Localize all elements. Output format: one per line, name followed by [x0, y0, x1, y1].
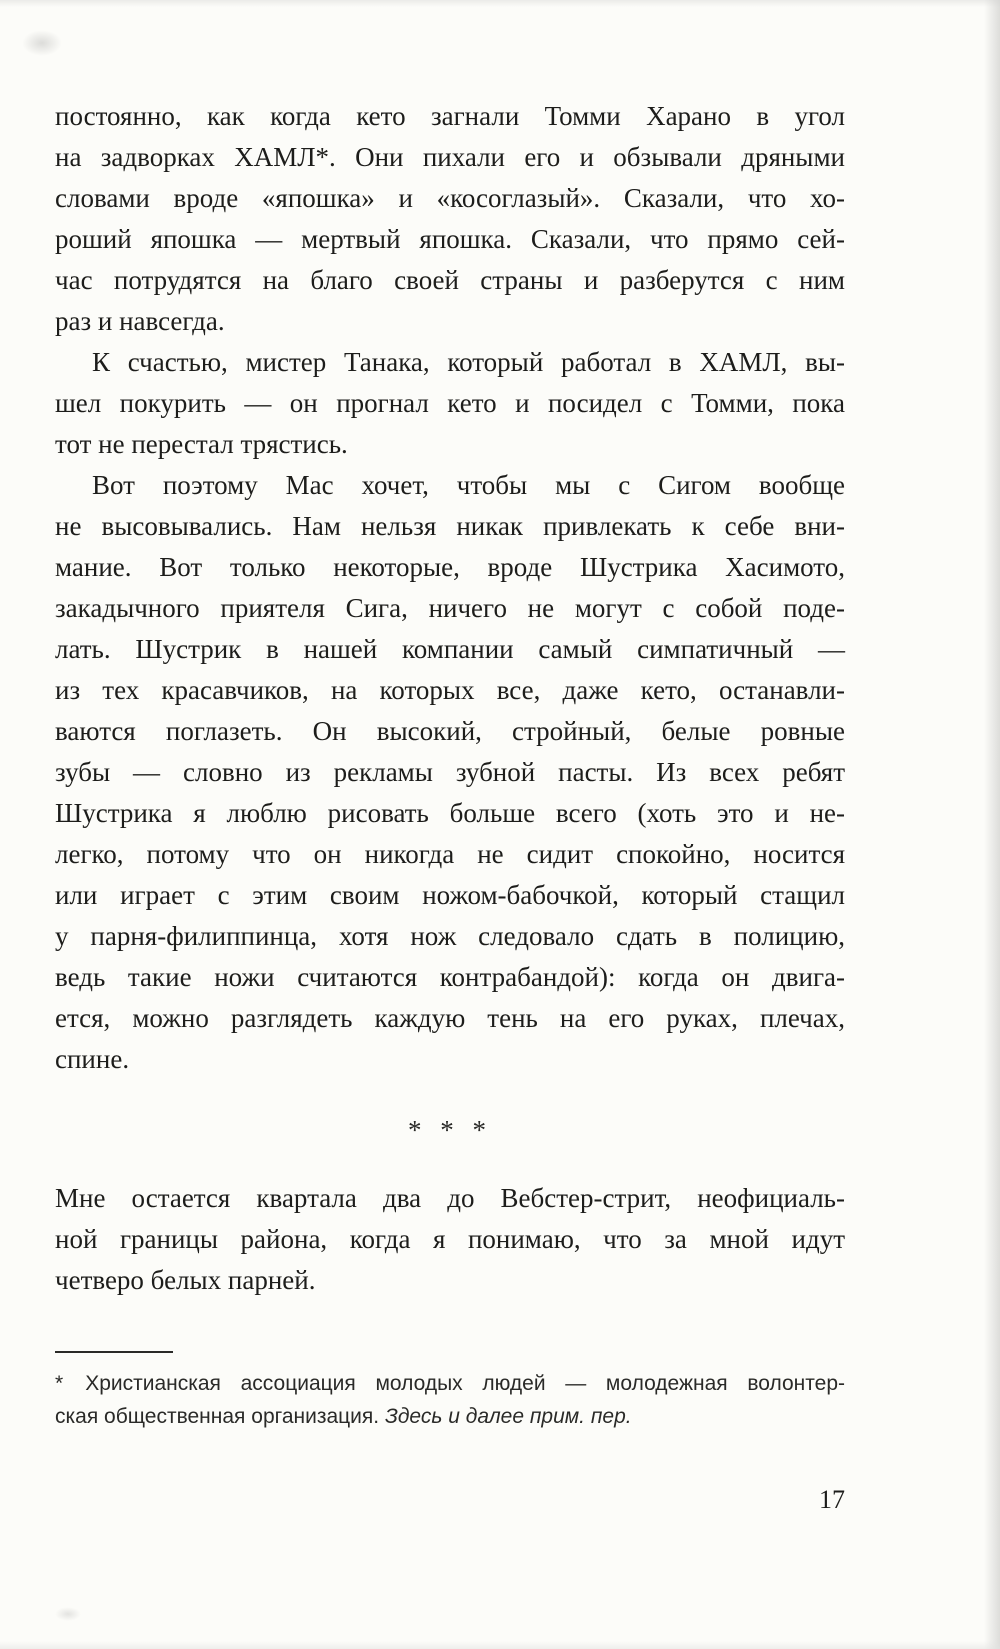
text-line: мание. Вот только некоторые, вроде Шустрика Хасимото, — [55, 552, 845, 582]
footnote-rule — [55, 1351, 173, 1353]
text-line: Мне остается квартала два до Вебстер-стрит, неофициаль- — [55, 1183, 845, 1213]
footnote-text-italic: Здесь и далее прим. пер. — [384, 1405, 632, 1428]
text-line: закадычного приятеля Сига, ничего не могут с собой поде- — [55, 593, 845, 623]
section-separator: * * * — [408, 1115, 492, 1145]
text-line: зубы — словно из рекламы зубной пасты. Из всех ребят — [55, 757, 845, 787]
page-number: 17 — [819, 1485, 845, 1514]
text-line: ведь такие ножи считаются контрабандой): когда он двига- — [55, 962, 845, 992]
text-line: словами вроде «япошка» и «косоглазый». Сказали, что хо- — [55, 183, 845, 213]
text-line: на задворках ХАМЛ*. Они пихали его и обзывали дряными — [55, 142, 845, 172]
text-line: лать. Шустрик в нашей компании самый симпатичный — — [55, 634, 845, 664]
text-line: постоянно, как когда кето загнали Томми Харано в угол — [55, 101, 845, 131]
scan-artifact-smudge — [55, 1607, 81, 1621]
scan-artifact-bottom-edge — [0, 1641, 1000, 1649]
footnote-text: ская общественная организация. — [55, 1405, 385, 1428]
text-line: Вот поэтому Мас хочет, чтобы мы с Сигом вообще — [92, 470, 845, 500]
text-line: или играет с этим своим ножом-бабочкой, который стащил — [55, 880, 845, 910]
text-line: ется, можно разглядеть каждую тень на его руках, плечах, — [55, 1003, 845, 1033]
text-line: К счастью, мистер Танака, который работал в ХАМЛ, вы- — [92, 347, 845, 377]
footnote-text: Христианская ассоциация молодых людей — молодежная волонтер- — [85, 1372, 845, 1395]
text-line: ной границы района, когда я понимаю, что за мной идут — [55, 1224, 845, 1254]
scan-artifact-right-edge — [984, 0, 1000, 1649]
scan-artifact-smudge — [22, 30, 62, 56]
text-line: раз и навсегда. — [55, 306, 225, 336]
paragraph — [55, 96, 845, 342]
text-block — [55, 96, 845, 1515]
text-line: спине. — [55, 1044, 130, 1074]
footnote — [55, 1351, 845, 1433]
text-line: у парня-филиппинца, хотя нож следовало сдать в полицию, — [55, 921, 845, 951]
paragraph — [55, 342, 845, 465]
paragraph — [55, 1178, 845, 1301]
footnote-marker: * — [55, 1372, 64, 1395]
scan-artifact-top-edge — [0, 0, 1000, 7]
text-line: легко, потому что он никогда не сидит спокойно, носится — [55, 839, 845, 869]
text-line: роший япошка — мертвый япошка. Сказали, что прямо сей- — [55, 224, 845, 254]
text-line: шел покурить — он прогнал кето и посидел с Томми, пока — [55, 388, 845, 418]
footnote-line — [55, 1400, 845, 1433]
paragraph — [55, 465, 845, 1080]
text-line: из тех красавчиков, на которых все, даже кето, останавли- — [55, 675, 845, 705]
text-line: час потрудятся на благо своей страны и разберутся с ним — [55, 265, 845, 295]
text-line: ваются поглазеть. Он высокий, стройный, белые ровные — [55, 716, 845, 746]
text-line: не высовывались. Нам нельзя никак привлекать к себе вни- — [55, 511, 845, 541]
text-line: четверо белых парней. — [55, 1265, 316, 1295]
footnote-line — [55, 1367, 845, 1400]
text-line: Шустрика я люблю рисовать больше всего (хоть это и не- — [55, 798, 845, 828]
text-line: тот не перестал трястись. — [55, 429, 348, 459]
